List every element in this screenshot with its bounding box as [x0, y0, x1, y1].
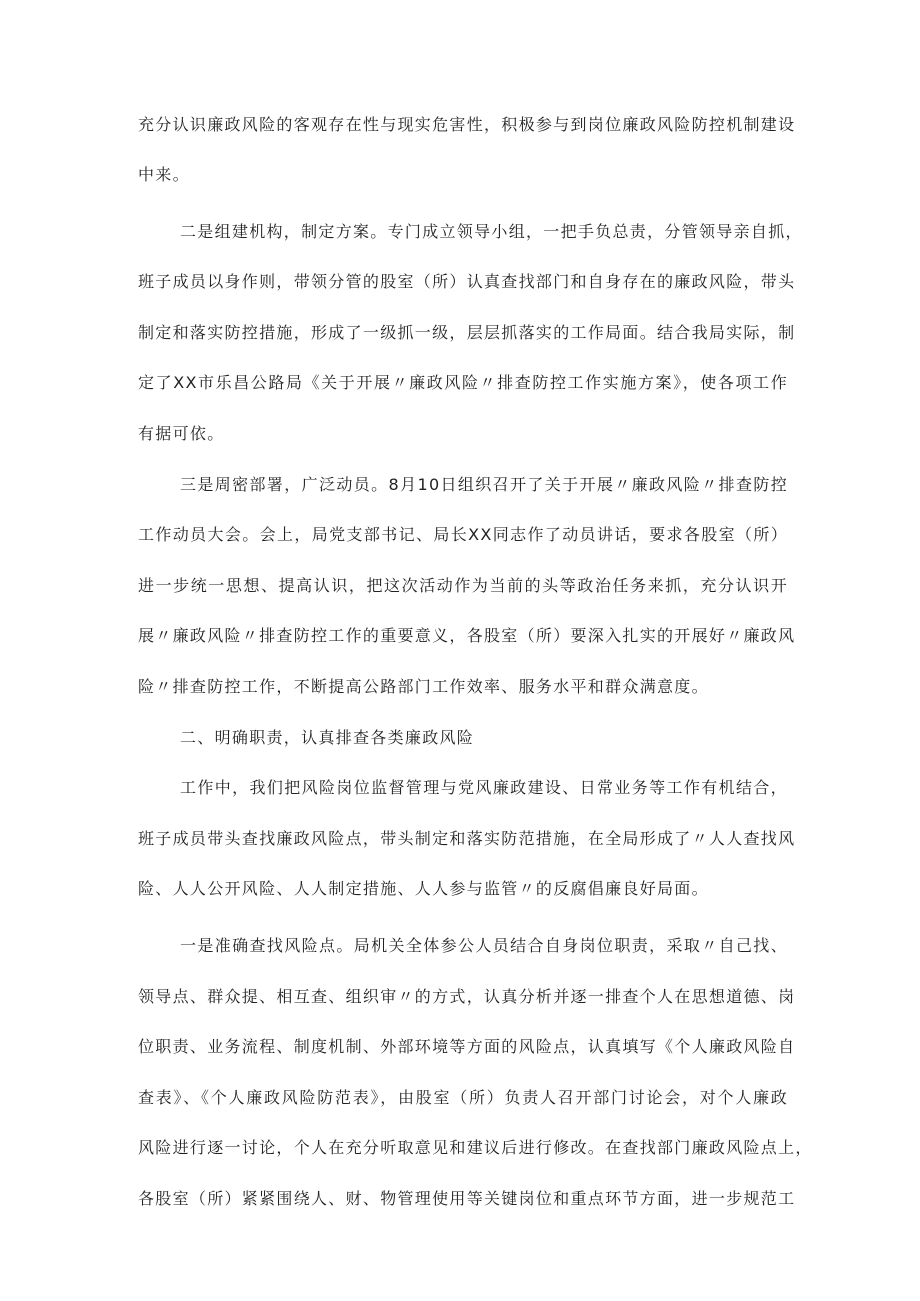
text-line: 险〃排查防控工作，不断提高公路部门工作效率、服务水平和群众满意度。 [138, 677, 709, 696]
text-line: 班子成员以身作则，带领分管的股室（所）认真查找部门和自身存在的廉政风险，带头 [138, 272, 796, 291]
paragraph-first-line: 工作中，我们把风险岗位监督管理与党风廉政建设、日常业务等工作有机结合， [180, 778, 788, 797]
text-line: 展〃廉政风险〃排查防控工作的重要意义，各股室（所）要深入扎实的开展好〃廉政风 [138, 626, 796, 645]
text-line: 制定和落实防控措施，形成了一级抓一级，层层抓落实的工作局面。结合我局实际，制 [138, 323, 796, 342]
text-line: 进一步统一思想、提高认识，把这次活动作为当前的头等政治任务来抓，充分认识开 [138, 576, 788, 595]
paragraph-first-line: 一是准确查找风险点。局机关全体参公人员结合自身岗位职责，采取〃自己找、 [180, 936, 788, 955]
text-line: 查表》、《个人廉政风险防范表》，由股室（所）负责人召开部门讨论会，对个人廉政 [138, 1088, 788, 1107]
text-line: 险、人人公开风险、人人制定措施、人人参与监管〃的反腐倡廉良好局面。 [138, 879, 709, 898]
section-heading: 二、明确职责，认真排查各类廉政风险 [180, 728, 475, 747]
text-line: 班子成员带头查找廉政风险点，带头制定和落实防范措施，在全局形成了〃人人查找风 [138, 829, 796, 848]
text-line: 定了XX市乐昌公路局《关于开展〃廉政风险〃排查防控工作实施方案》，使各项工作 [138, 373, 788, 392]
text-line: 有据可依。 [138, 424, 225, 443]
text-line: 中来。 [138, 165, 190, 184]
text-line: 充分认识廉政风险的客观存在性与现实危害性，积极参与到岗位廉政风险防控机制建设 [138, 115, 796, 134]
text-line: 位职责、业务流程、制度机制、外部环境等方面的风险点，认真填写《个人廉政风险自 [138, 1037, 796, 1056]
text-line: 各股室（所）紧紧围绕人、财、物管理使用等关键岗位和重点环节方面，进一步规范工 [138, 1189, 796, 1208]
paragraph-first-line: 三是周密部署，广泛动员。8月10日组织召开了关于开展〃廉政风险〃排查防控 [180, 475, 788, 494]
text-line: 工作动员大会。会上，局党支部书记、局长XX同志作了动员讲话，要求各股室（所） [138, 525, 788, 544]
text-line: 领导点、群众提、相互查、组织审〃的方式，认真分析并逐一排查个人在思想道德、岗 [138, 987, 796, 1006]
paragraph-first-line: 二是组建机构，制定方案。专门成立领导小组，一把手负总责，分管领导亲自抓， [180, 222, 803, 241]
text-line: 风险进行逐一讨论，个人在充分听取意见和建议后进行修改。在查找部门廉政风险点上， [138, 1138, 813, 1157]
